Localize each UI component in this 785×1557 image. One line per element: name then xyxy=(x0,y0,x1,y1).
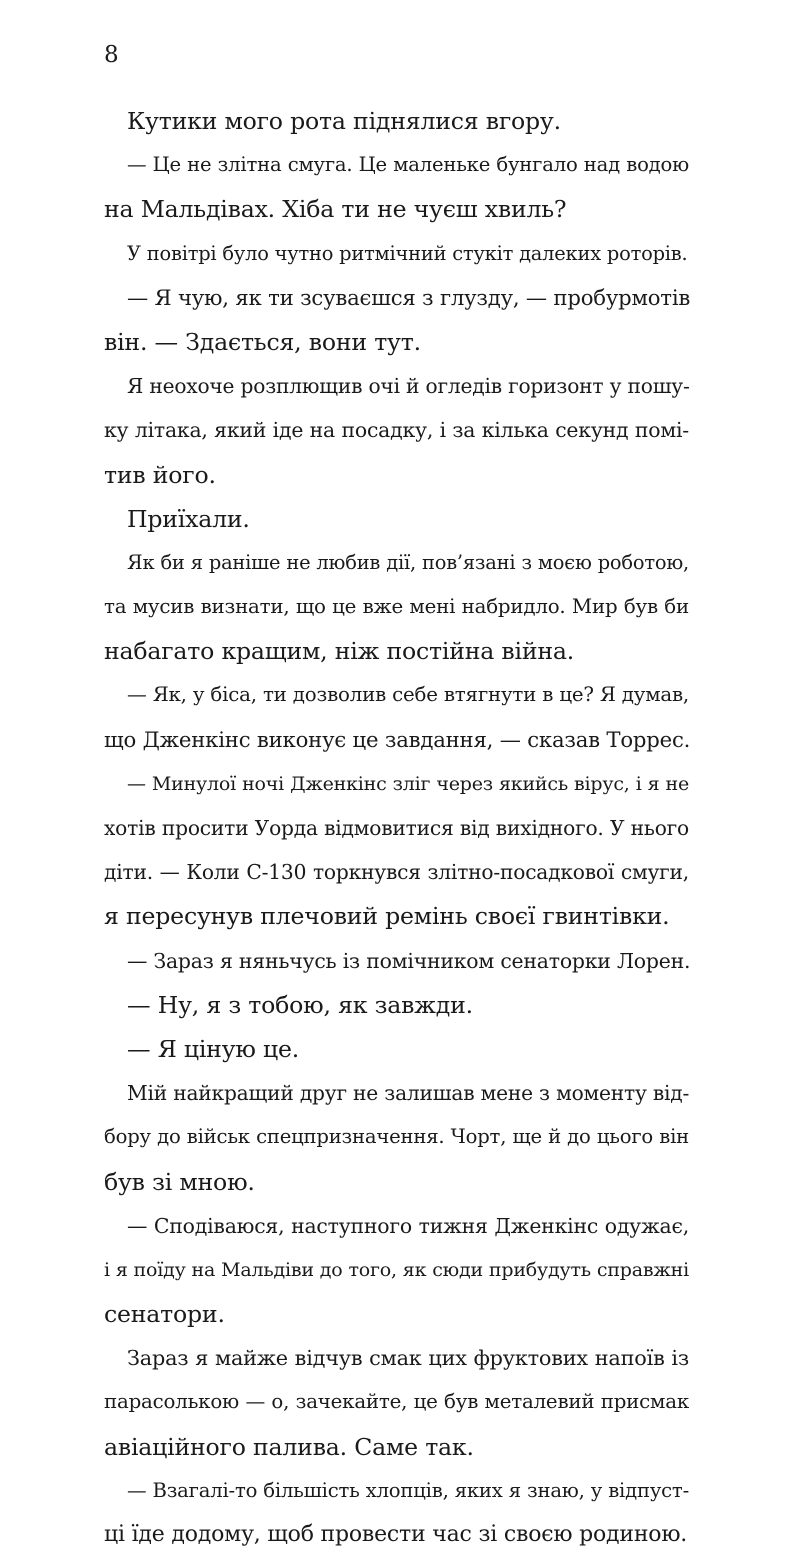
text-line: — Зараз я няньчусь із помічником сенаторки Лорен. xyxy=(127,948,691,973)
text-line: — Сподіваюся, наступного тижня Дженкінс одужає, xyxy=(127,1213,689,1238)
text-line: хотів просити Уорда відмовитися від вихідного. У нього xyxy=(104,816,689,840)
text-line: ку літака, який іде на посадку, і за кілька секунд помі- xyxy=(104,418,689,443)
text-line: парасолькою — о, зачекайте, це був металевий присмак xyxy=(104,1390,689,1414)
text-line: Приїхали. xyxy=(127,504,250,533)
text-line: бору до військ спецпризначення. Чорт, ще й до цього він xyxy=(104,1125,689,1149)
text-line: тив його. xyxy=(104,460,216,489)
text-line: ці їде додому, щоб провести час зі своєю родиною. xyxy=(104,1522,688,1547)
text-line: — Взагалі-то більшість хлопців, яких я знаю, у відпуст- xyxy=(127,1478,689,1502)
text-line: набагато кращим, ніж постійна війна. xyxy=(104,637,575,666)
text-line: — Як, у біса, ти дозволив себе втягнути в це? Я думав, xyxy=(127,683,689,707)
text-line: діти. — Коли C-130 торкнувся злітно-посадкової смуги, xyxy=(104,860,689,885)
text-line: — Минулої ночі Дженкінс зліг через якийсь вірус, і я не xyxy=(127,772,689,795)
body-text xyxy=(104,99,689,1557)
text-line: що Дженкінс виконує це завдання, — сказав Торрес. xyxy=(104,726,691,752)
text-line: та мусив визнати, що це вже мені набридло. Мир був би xyxy=(104,595,689,619)
text-line: я пересунув плечовий ремінь своєї гвинтівки. xyxy=(104,902,670,931)
text-line: на Мальдівах. Хіба ти не чуєш хвиль? xyxy=(104,195,567,224)
text-line: Як би я раніше не любив дії, пов’язані з моєю роботою, xyxy=(127,550,689,574)
text-line: — Ну, я з тобою, як завжди. xyxy=(127,990,473,1019)
text-line: сенатори. xyxy=(104,1300,225,1329)
text-line: — Це не злітна смуга. Це маленьке бунгало над водою xyxy=(127,153,689,177)
text-line: Мій найкращий друг не залишав мене з моменту від- xyxy=(127,1081,690,1106)
page-number: 8 xyxy=(104,42,119,68)
text-line: авіаційного палива. Саме так. xyxy=(104,1432,474,1461)
text-line: був зі мною. xyxy=(104,1167,255,1196)
text-line: Кутики мого рота піднялися вгору. xyxy=(127,107,561,135)
text-line: У повітрі було чутно ритмічний стукіт далеких роторів. xyxy=(127,241,688,265)
text-line: і я поїду на Мальдіви до того, як сюди прибудуть справжні xyxy=(104,1258,689,1281)
text-line: — Я чую, як ти зсуваєшся з глузду, — пробурмотів xyxy=(127,284,691,310)
text-line: — Я ціную це. xyxy=(127,1034,300,1063)
text-line: Зараз я майже відчув смак цих фруктових напоїв із xyxy=(127,1346,689,1371)
text-line: Я неохоче розплющив очі й огледів горизонт у пошу- xyxy=(127,374,690,399)
text-line: він. — Здається, вони тут. xyxy=(104,327,421,356)
